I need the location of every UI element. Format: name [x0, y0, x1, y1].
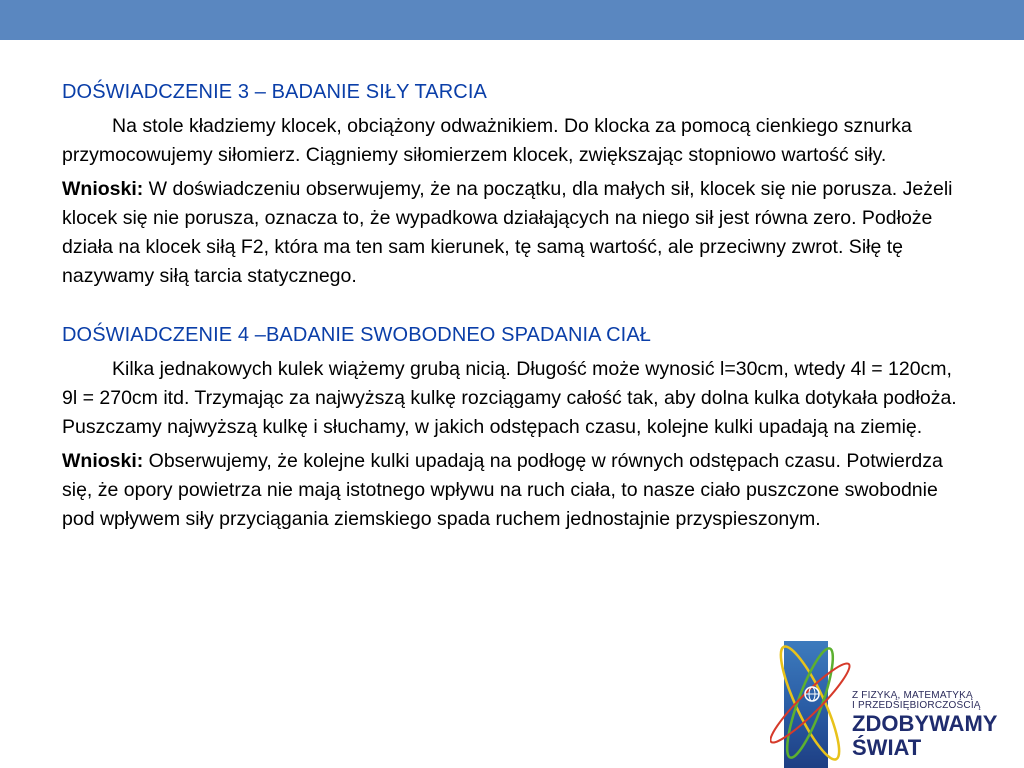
section-3-description [62, 112, 972, 170]
atom-orbit-icon [770, 638, 860, 768]
section-4-conclusion-text: Obserwujemy, że kolejne kulki upadają na podłogę w równych odstępach czasu. Potwierdza się, że opory powietrza nie mają istotnego wpływu na ruch ciała, to nasze ciało puszczone swobodnie pod wpływem siły przyciągania ziemskiego spada ruchem jednostajnie przyspieszonym. [62, 450, 943, 530]
logo-title-line2: ŚWIAT [852, 735, 922, 760]
project-logo [770, 638, 1024, 768]
section-3-conclusion [62, 175, 972, 291]
section-3-heading: DOŚWIADCZENIE 3 – BADANIE SIŁY TARCIA [62, 81, 487, 103]
section-4-heading: DOŚWIADCZENIE 4 –BADANIE SWOBODNEO SPADANIA CIAŁ [62, 324, 651, 346]
section-4-description [62, 355, 972, 442]
section-3-body: Na stole kładziemy klocek, obciążony odważnikiem. Do klocka za pomocą cienkiego sznurka przymocowujemy siłomierz. Ciągniemy siłomierzem klocek, zwiększając stopniowo wartość siły. [62, 115, 912, 166]
globe-icon [805, 687, 819, 701]
conclusion-label: Wnioski: [62, 178, 144, 200]
section-3-conclusion-text: W doświadczeniu obserwujemy, że na początku, dla małych sił, klocek się nie porusza. Jeżeli klocek się nie porusza, oznacza to, że wypadkowa działających na niego sił jest równa zero. Podłoże działa na klocek siłą F2, która ma ten sam kierunek, tę samą wartość, ale przeciwny zwrot. Siłę tę nazywamy siłą tarcia statycznego. [62, 178, 953, 287]
conclusion-label: Wnioski: [62, 450, 144, 472]
logo-title-line1: ZDOBYWAMY [852, 711, 998, 736]
slide-content [62, 78, 972, 539]
header-bar [0, 0, 1024, 40]
logo-subtitle-line2: I PRZEDSIĘBIORCZOŚCIĄ [852, 700, 981, 711]
logo-subtitle-line1: Z FIZYKĄ, MATEMATYKĄ [852, 690, 973, 701]
section-4-body: Kilka jednakowych kulek wiążemy grubą nicią. Długość może wynosić l=30cm, wtedy 4l = 120cm, 9l = 270cm itd. Trzymając za najwyższą kulkę rozciągamy całość tak, aby dolna kulka dotykała podłoża. Puszczamy najwyższą kulkę i słuchamy, w jakich odstępach czasu, kolejne kulki upadają na ziemię. [62, 358, 957, 438]
section-4-conclusion [62, 447, 972, 534]
